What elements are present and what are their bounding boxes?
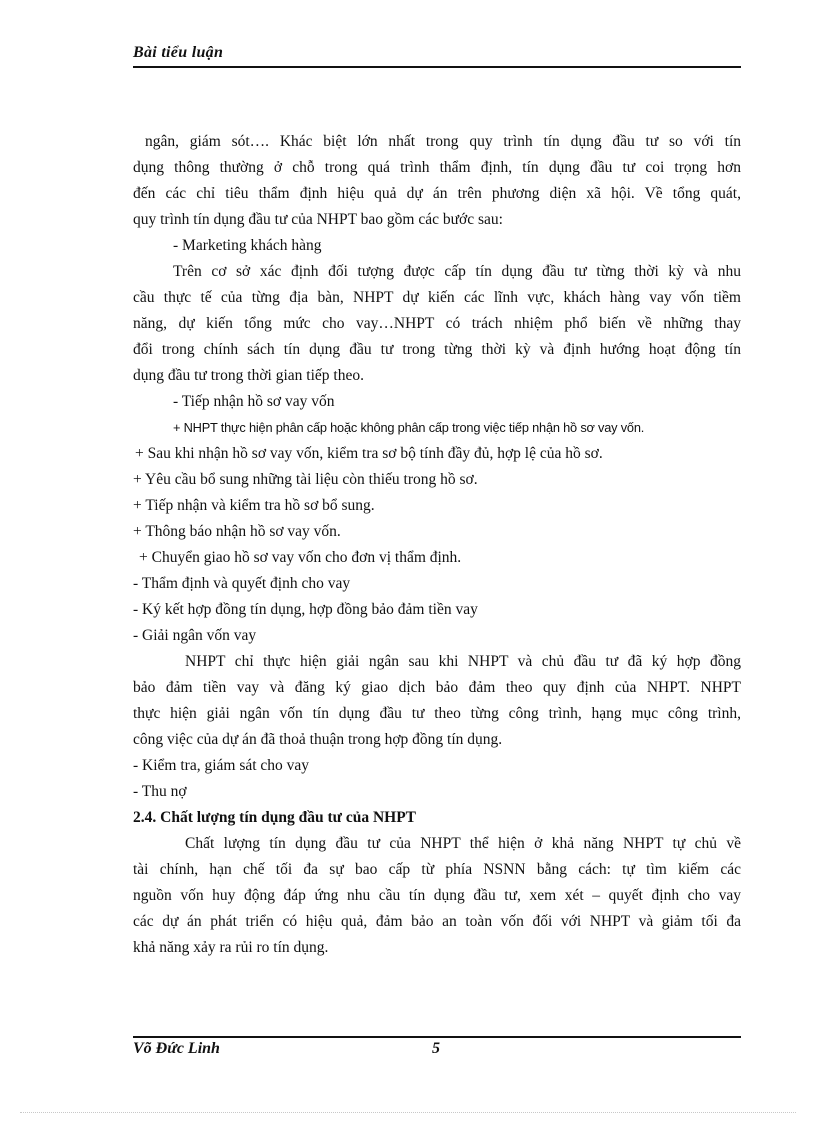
text-line: NHPT chỉ thực hiện giải ngân sau khi NHPT và chủ đầu tư đã ký hợp đồng <box>185 653 741 670</box>
page-number: 5 <box>432 1040 440 1057</box>
text-line: bảo đảm tiền vay và đăng ký giao dịch bảo đảm theo quy định của NHPT. NHPT <box>133 679 741 696</box>
list-item: + Thông báo nhận hồ sơ vay vốn. <box>133 523 341 540</box>
text-line: Trên cơ sở xác định đối tượng được cấp tín dụng đầu tư từng thời kỳ và nhu <box>173 263 741 280</box>
text-line: đến các chỉ tiêu thẩm định hiệu quả dự án trên phương diện xã hội. Về tổng quát, <box>133 185 741 202</box>
list-item: - Ký kết hợp đồng tín dụng, hợp đồng bảo đảm tiền vay <box>133 601 478 618</box>
text-line: ngân, giám sót…. Khác biệt lớn nhất trong quy trình tín dụng đầu tư so với tín <box>145 133 741 150</box>
list-item: + Sau khi nhận hồ sơ vay vốn, kiểm tra sơ bộ tính đầy đủ, hợp lệ của hồ sơ. <box>135 445 603 462</box>
text-line: thực hiện giải ngân vốn tín dụng đầu tư theo từng công trình, hạng mục công trình, <box>133 705 741 722</box>
list-item: + Chuyển giao hồ sơ vay vốn cho đơn vị thẩm định. <box>139 549 462 566</box>
page-header-title: Bài tiểu luận <box>133 44 224 61</box>
text-line: tài chính, hạn chế tối đa sự bao cấp từ phía NSNN bằng cách: tự tìm kiếm các <box>133 861 741 878</box>
text-line: dụng đầu tư trong thời gian tiếp theo. <box>133 367 364 384</box>
list-item: - Giải ngân vốn vay <box>133 627 257 644</box>
text-line: khả năng xảy ra rủi ro tín dụng. <box>133 939 329 956</box>
text-line: quy trình tín dụng đầu tư của NHPT bao gồm các bước sau: <box>133 211 503 228</box>
section-heading: 2.4. Chất lượng tín dụng đầu tư của NHPT <box>133 809 416 826</box>
text-line: nguồn vốn huy động đáp ứng nhu cầu tín dụng đầu tư, xem xét – quyết định cho vay <box>133 887 741 904</box>
list-item: - Marketing khách hàng <box>173 237 322 254</box>
text-line: đổi trong chính sách tín dụng đầu tư trong từng thời kỳ và định hướng hoạt động tín <box>133 341 741 358</box>
header-rule <box>133 66 741 68</box>
list-item: + Yêu cầu bổ sung những tài liệu còn thiếu trong hồ sơ. <box>133 471 478 488</box>
footer-rule <box>133 1036 741 1038</box>
list-item: - Thu nợ <box>133 783 187 800</box>
list-item: - Tiếp nhận hồ sơ vay vốn <box>173 393 335 410</box>
text-line: các dự án phát triển có hiệu quả, đảm bảo an toàn vốn đối với NHPT và giảm tối đa <box>133 913 741 930</box>
list-item: + Tiếp nhận và kiểm tra hồ sơ bổ sung. <box>133 497 375 514</box>
list-item: - Thẩm định và quyết định cho vay <box>133 575 351 592</box>
text-line: công việc của dự án đã thoả thuận trong hợp đồng tín dụng. <box>133 731 503 748</box>
list-item: - Kiểm tra, giám sát cho vay <box>133 757 310 774</box>
footer-author: Võ Đức Linh <box>133 1040 220 1057</box>
list-item: + NHPT thực hiện phân cấp hoặc không phân cấp trong việc tiếp nhận hồ sơ vay vốn. <box>173 420 645 435</box>
text-line: Chất lượng tín dụng đầu tư của NHPT thể hiện ở khả năng NHPT tự chủ về <box>185 835 741 852</box>
text-line: dụng thông thường ở chỗ trong quá trình thẩm định, tín dụng đầu tư coi trọng hơn <box>133 159 741 176</box>
text-line: cầu thực tế của từng địa bàn, NHPT dự kiến các lĩnh vực, khách hàng vay vốn tiềm <box>133 289 741 306</box>
page-bottom-border <box>20 1112 796 1113</box>
text-line: năng, dự kiến tổng mức cho vay…NHPT có trách nhiệm phổ biến về những thay <box>133 315 741 332</box>
